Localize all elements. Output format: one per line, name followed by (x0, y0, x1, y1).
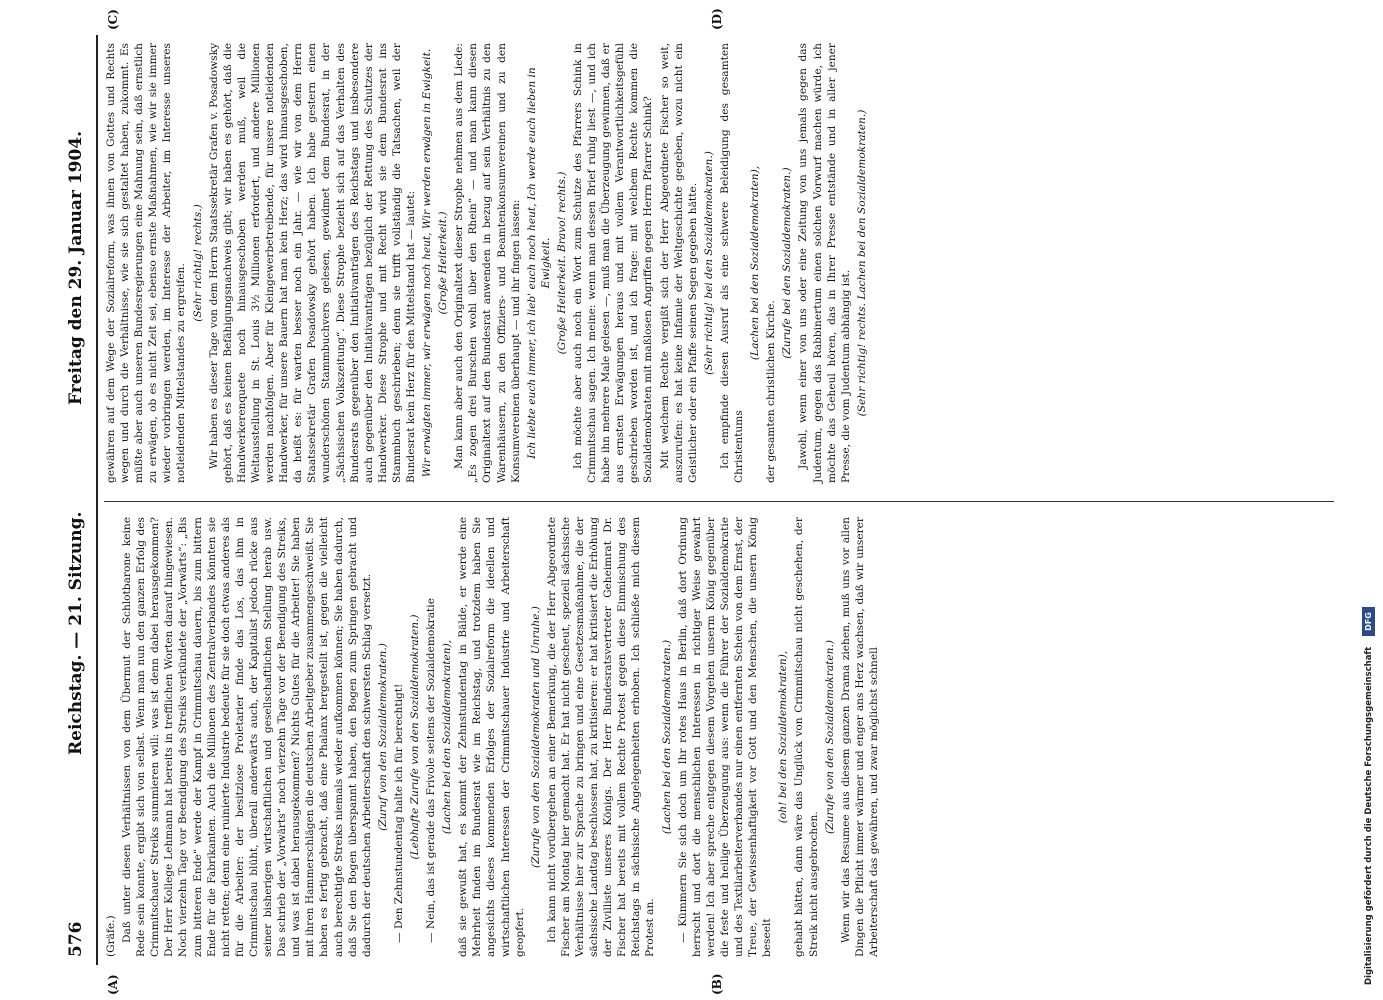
margin-mark-d: (D) (710, 8, 724, 30)
right-column (104, 43, 871, 483)
page-number: 576 (66, 921, 86, 957)
paragraph: Man kann aber auch den Originaltext dieser Strophe nehmen aus dem Liede: „Es zogen drei Burschen wohl über den Rhein“ — und man kann diesen Originaltext auf den Bundesrat anwenden in bezug auf sein Verhältnis zu den Warenhäusern, zu den Offiziers- und Beamtenkonsumvereinen und zu den Konsumvereinen überhaupt — und ihr fingen lassen: (453, 43, 522, 483)
paragraph: daß sie gewußt hat, es kommt der Zehnstundentag in Bälde, er werde eine Mehrheit finden im Bundesrat wie im Reichstag, und trotzdem haben Sie angesichts dieses kommenden Erfolges der Sozialreform die ideellen und wirtschaftlichen Interessen der Crimmitschauer Industrie und Arbeiterschaft geopfert. (457, 517, 526, 957)
page-header (60, 35, 98, 965)
margin-mark-c: (C) (106, 9, 120, 30)
paragraph: Jawohl, wenn einer von uns oder eine Zeitung von uns jemals gegen das Judentum, gegen das Rabbinertum einen solchen Vorwurf machen würde, ich möchte das Geheul hören, das in Ihrer Presse entstände und in aller jener Presse, die vom Judentum abhängig ist. (797, 43, 852, 483)
running-title: Reichstag. — 21. Sitzung. (66, 511, 86, 755)
paragraph: Ich möchte aber auch noch ein Wort zum Schutze des Pfarrers Schink in Crimmitschau sagen. Ich meine: wenn man dessen Brief ruhig liest —, und ich habe ihn mehrere Male gelesen —, muß man die Überzeugung gewinnen, daß er aus ernsten Erwägungen heraus und mit vollem Verantwortlichkeitsgefühl geschrieben worden ist, und ich frage: mit welchem Rechte kommen die Sozialdemokraten mit maßlosen Angriffen gegen Herrn Pfarrer Schink? (572, 43, 655, 483)
paragraph: Mit welchem Rechte vergißt sich der Herr Abgeordnete Fischer so weit, auszurufen: es hat keine Infamie der Weltgeschichte gegeben, wozu nicht ein Geistlicher oder ein Pfaffe seinen Segen gegeben hätte. (658, 43, 699, 483)
interjection: (Lebhafte Zurufe von den Sozialdemokraten.) (408, 614, 421, 860)
interjection: (Zurufe von den Sozialdemokraten.) (823, 640, 836, 834)
interjection: Ich liebte euch immer, ich lieb' euch noch heut, Ich werde euch lieben in Ewigkeit. (525, 67, 552, 459)
interjection: (oh! bei den Sozialdemokraten), (777, 650, 790, 824)
interjection: (Sehr richtig! rechts.) (191, 204, 204, 322)
digitization-text: Digitalisierung gefördert durch die Deutsche Forschungsgemeinschaft (1364, 646, 1374, 985)
interjection: Wir erwägten immer, wir erwägen noch heut, Wir werden erwägen in Ewigkeit. (421, 48, 434, 478)
interjection: (Lachen bei den Sozialdemokraten.) (660, 639, 673, 835)
digitization-note (1362, 5, 1375, 985)
interjection: (Sehr richtig! bei den Sozialdemokraten.) (702, 151, 715, 375)
dfg-badge: DFG (1362, 607, 1375, 636)
paragraph: gehabt hätten, dann wäre das Unglück von Crimmitschau nicht geschehen, der Streik nicht ausgebrochen. (793, 517, 820, 957)
margin-mark-b: (B) (710, 973, 724, 995)
paragraph: der gesamten christlichen Kirche. (765, 300, 778, 483)
paragraph: Ich kann nicht vorübergehen an einer Bemerkung, die der Herr Abgeordnete Fischer am Montag hier gemacht hat. Er hat nicht gescheut, speziell sächsische Verhältnisse hier zur Sprache zu bringen und eine Gesetzesmaßnahme, die der sächsische Landtag beschlossen hat, zu kritisieren: er hat kritisiert die Erhöhung der Zivilliste unseres Königs. Der Herr Bundesratsvertreter Geheimrat Dr. Fischer hat bereits mit vollem Rechte Protest gegen diese Einmischung des Reichstags in sächsische Angelegenheiten erhoben. Ich schließe mich diesem Protest an. (545, 517, 657, 957)
interjection: (Zuruf von den Sozialdemokraten.) (376, 643, 389, 831)
speaker-prefix: (Gräfe.) (105, 915, 117, 957)
interjection: (Lachen bei den Sozialdemokraten), (441, 639, 454, 835)
interjection: (Sehr richtig! rechts. Lachen bei den Sozialdemokraten.) (855, 109, 868, 417)
margin-mark-a: (A) (106, 974, 120, 995)
paragraph: Daß unter diesen Verhältnissen von dem Übermut der Schlotbarone keine Rede sein konnte, ergibt sich von selbst. Wenn man nun den ganzen Erfolg des Crimmitschauer Streiks summieren will: was ist denn dabei herausgekommen? Der Herr Kollege Lehmann hat bereits in trefflichen Worten darauf hingewiesen. Noch vierzehn Tage vor Beendigung des Streiks verkündete der „Vorwärts“: „Bis zum bitteren Ende“ werde der Kampf in Crimmitschau dauern, bis zum bittern Ende für die Fabrikanten. Auch die Millionen des Zentralverbandes könnten sie nicht retten; denn eine ruinierte Industrie bedeute für sie doch etwas anderes als für die Arbeiter: der besitzlose Proletarier finde das Los, das ihm in Crimmitschau blüht, überall anderwärts auch, der Kapitalist jedoch rücke aus seiner bisherigen wirtschaftlichen und gesellschaftlichen Stellung herab usw. Das schrieb der „Vorwärts“ noch vierzehn Tage vor der Beendigung des Streiks, und was ist dabei herausgekommen? Nichts Gutes für die Arbeiter! Sie haben mit ihren Hammerschlägen die deutschen Arbeitgeber zusammengeschweißt. Sie haben es fertig gebracht, daß eine Phalanx hergestellt ist, gegen die vielleicht auch berechtigte Streiks niemals wieder aufkommen können; Sie haben dadurch, daß Sie den Bogen überspannt haben, den Bogen zum Springen gebracht und dadurch der deutschen Arbeiterschaft den schwersten Schlag versetzt. (121, 517, 373, 957)
left-column (104, 517, 883, 957)
rotated-page-content (60, 8, 1350, 995)
paragraph: gewähren auf dem Wege der Sozialreform, was ihnen von Gottes und Rechts wegen und durch die Verhältnisse, wie sie sich gestaltet haben, zukommt. Es müßte aber auch unseren Bundesregierungen eine Mahnung sein, daß ernstlich zu erwägen, ob es nicht Zeit sei, ebenso ernste Maßnahmen, wie wir sie immer wieder vorbringen werden, im Interesse der Arbeiter, im Interesse unseres notleidenden Mittelstandes zu ergreifen. (105, 43, 188, 483)
paragraph: — Nein, das ist gerade das Frivole seitens der Sozialdemokratie (425, 598, 438, 943)
paragraph: — Kümmern Sie sich doch um Ihr rotes Haus in Berlin, daß dort Ordnung herrscht und dort die menschlichen Interessen in richtiger Weise gewahrt werden! Ich aber spreche entgegen diesem Vorgehen unserm König gegenüber die feste und heilige Überzeugung aus: wenn die Führer der Sozialdemokratie und des Textilarbeiterverbandes nur einen entfernten Schein von dem Ernst, der Treue, der Gewissenhaftigkeit vor Gott und den Menschen, die unsern König beseelt (676, 517, 774, 957)
paragraph: — Den Zehnstundentag halte ich für berechtigt! (392, 683, 405, 943)
paragraph: Wenn wir das Resumee aus diesem ganzen Drama ziehen, muß uns vor allen Dingen die Pflicht immer wärmer und enger ans Herz wachsen, daß wir unserer Arbeiterschaft das gewähren, und zwar möglichst schnell (839, 517, 880, 957)
interjection: (Zurufe von den Sozialdemokraten und Unruhe.) (529, 606, 542, 868)
interjection: (Große Heiterkeit. Bravo! rechts.) (555, 171, 568, 355)
column-divider (104, 501, 1334, 502)
paragraph: Ich empfinde diesen Ausruf als eine schwere Beleidigung des gesamten Christentums (718, 43, 746, 483)
paragraph: Wir haben es dieser Tage von dem Herrn Staatssekretär Grafen v. Posadowsky gehört, daß es keinen Befähigungsnachweis gibt; wir haben es gehört, daß die Handwerkerenquete noch hinausgeschoben werden muß, weil die Weltausstellung in St. Louis 3½ Millionen erfordert, und andere Millionen werden nachfolgen. Aber für Kleingewerbetreibende, für unsere notleidenden Handwerker, für unsere Bauern hat man kein Herz; das wird hinausgeschoben, da heißt es: für warten besser noch ein Jahr. — wie wir von dem Herrn Staatssekretär Grafen Posadowsky gehört haben. Ich habe gestern einen wunderschönen Stammbuchvers gelesen, gewidmet dem Bundesrat, in der „Sächsischen Volkszeitung“. Diese Strophe bezieht sich auf das Verhalten des Bundesrats gegenüber den Initiativanträgen des Reichstags und insbesondere auch gegenüber den Initiativanträgen bezüglich der Rettung des Schutzes der Handwerker. Diese Strophe und mit Recht wird sie dem Bundesrat ins Stammbuch geschrieben; denn sie trifft vollständig die Tatsachen, weil der Bundesrat kein Herz für den Mittelstand hat — lautet: (207, 43, 417, 483)
interjection: (Große Heiterkeit.) (437, 211, 450, 315)
interjection: (Lachen bei den Sozialdemokraten), (749, 165, 762, 361)
interjection: (Zurufe bei den Sozialdemokraten.) (781, 167, 794, 359)
session-date: Freitag den 29. Januar 1904. (66, 130, 86, 405)
